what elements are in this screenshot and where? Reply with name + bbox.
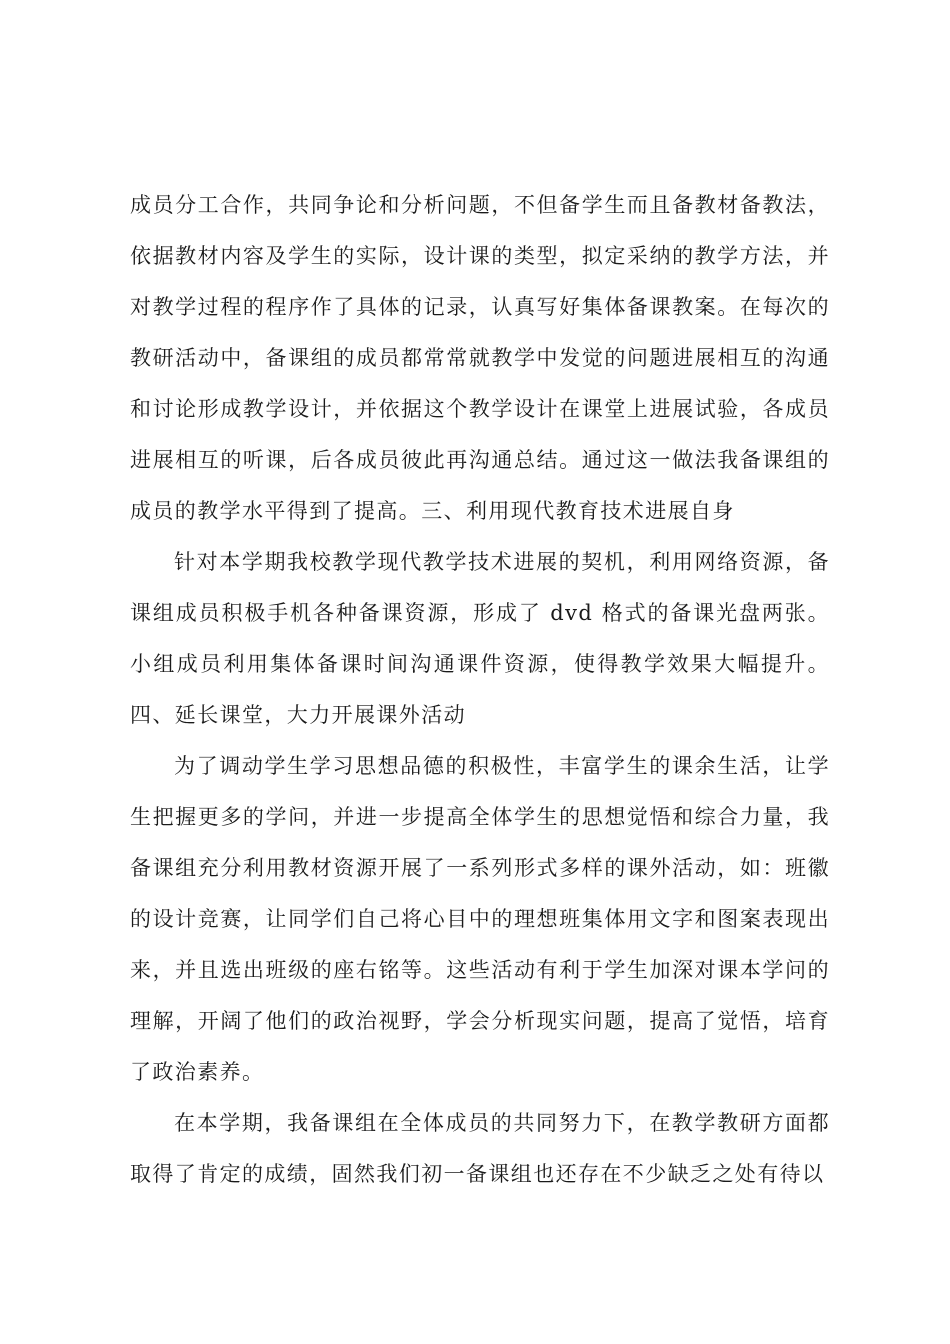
paragraph-1: 成员分工合作，共同争论和分析问题，不但备学生而且备教材备教法，依据教材内容及学生的实际，设计课的类型，拟定采纳的教学方法，并对教学过程的程序作了具体的记录，认真写好集体备课教案。在每次的教研活动中，备课组的成员都常常就教学中发觉的问题进展相互的沟通和讨论形成教学设计，并依据这个教学设计在课堂上进展试验，各成员进展相互的听课，后各成员彼此再沟通总结。通过这一做法我备课组的成员的教学水平得到了提高。三、利用现代教育技术进展自身 xyxy=(130,193,830,523)
document-body xyxy=(130,180,830,1200)
paragraph-2: 针对本学期我校教学现代教学技术进展的契机，利用网络资源，备课组成员积极手机各种备课资源，形成了 dvd 格式的备课光盘两张。小组成员利用集体备课时间沟通课件资源，使得教学效果大幅提升。四、延长课堂，大力开展课外活动 xyxy=(130,550,830,727)
paragraph-4: 在本学期，我备课组在全体成员的共同努力下，在教学教研方面都取得了肯定的成绩，固然我们初一备课组也还存在不少缺乏之处有待以 xyxy=(130,1111,830,1186)
paragraph-3: 为了调动学生学习思想品德的积极性，丰富学生的课余生活，让学生把握更多的学问，并进一步提高全体学生的思想觉悟和综合力量，我备课组充分利用教材资源开展了一系列形式多样的课外活动，如：班徽的设计竞赛，让同学们自己将心目中的理想班集体用文字和图案表现出来，并且选出班级的座右铭等。这些活动有利于学生加深对课本学问的理解，开阔了他们的政治视野，学会分析现实问题，提高了觉悟，培育了政治素养。 xyxy=(130,754,830,1084)
